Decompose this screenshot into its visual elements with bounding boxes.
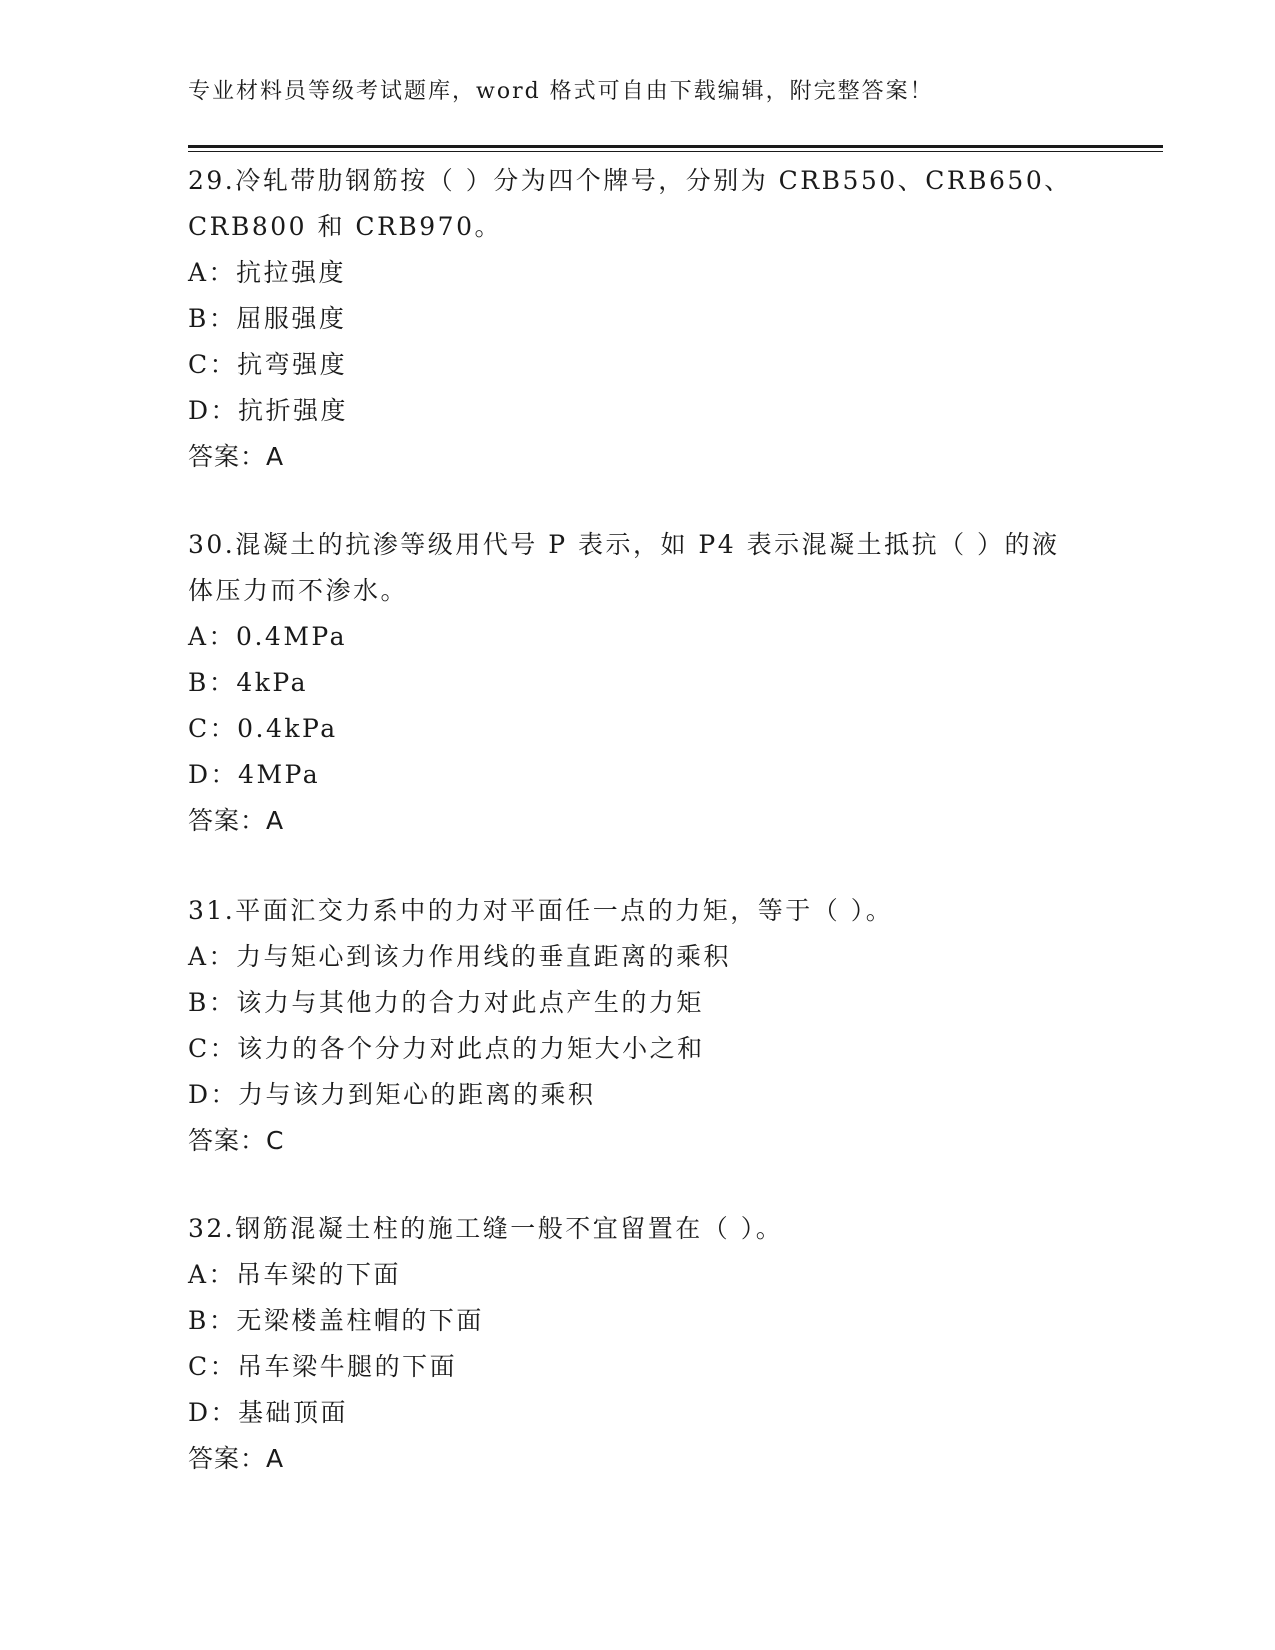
header-divider-thick bbox=[188, 145, 1163, 148]
question-30 bbox=[188, 522, 1088, 844]
question-31 bbox=[188, 888, 1088, 1164]
option-d: D：4MPa bbox=[188, 760, 321, 789]
question-stem-line: CRB800 和 CRB970。 bbox=[188, 212, 502, 241]
option-d: D：基础顶面 bbox=[188, 1398, 349, 1427]
question-29 bbox=[188, 158, 1088, 480]
header-divider-thin bbox=[188, 151, 1163, 152]
question-stem-line: 29.冷轧带肋钢筋按（ ）分为四个牌号，分别为 CRB550、CRB650、 bbox=[188, 166, 1072, 195]
question-32 bbox=[188, 1206, 1088, 1482]
page-header: 专业材料员等级考试题库，word 格式可自由下载编辑，附完整答案！ bbox=[188, 79, 934, 104]
option-a: A：抗拉强度 bbox=[188, 258, 347, 287]
option-c: C：吊车梁牛腿的下面 bbox=[188, 1352, 458, 1381]
answer-text: 答案：A bbox=[188, 806, 285, 835]
option-c: C：0.4kPa bbox=[188, 714, 338, 743]
option-c: C：该力的各个分力对此点的力矩大小之和 bbox=[188, 1034, 705, 1063]
option-d: D：抗折强度 bbox=[188, 396, 349, 425]
question-stem-line: 32.钢筋混凝土柱的施工缝一般不宜留置在（ ）。 bbox=[188, 1214, 784, 1243]
option-a: A：0.4MPa bbox=[188, 622, 348, 651]
answer-text: 答案：A bbox=[188, 442, 285, 471]
question-stem-line: 体压力而不渗水。 bbox=[188, 576, 409, 605]
option-c: C：抗弯强度 bbox=[188, 350, 348, 379]
option-b: B：该力与其他力的合力对此点产生的力矩 bbox=[188, 988, 704, 1017]
option-b: B：无梁楼盖柱帽的下面 bbox=[188, 1306, 484, 1335]
question-stem-line: 30.混凝土的抗渗等级用代号 P 表示，如 P4 表示混凝土抵抗（ ）的液 bbox=[188, 530, 1060, 559]
answer-text: 答案：C bbox=[188, 1126, 285, 1155]
option-a: A：吊车梁的下面 bbox=[188, 1260, 402, 1289]
answer-text: 答案：A bbox=[188, 1444, 285, 1473]
question-stem-line: 31.平面汇交力系中的力对平面任一点的力矩，等于（ ）。 bbox=[188, 896, 894, 925]
option-b: B：4kPa bbox=[188, 668, 309, 697]
option-a: A：力与矩心到该力作用线的垂直距离的乘积 bbox=[188, 942, 732, 971]
option-b: B：屈服强度 bbox=[188, 304, 347, 333]
option-d: D：力与该力到矩心的距离的乘积 bbox=[188, 1080, 596, 1109]
